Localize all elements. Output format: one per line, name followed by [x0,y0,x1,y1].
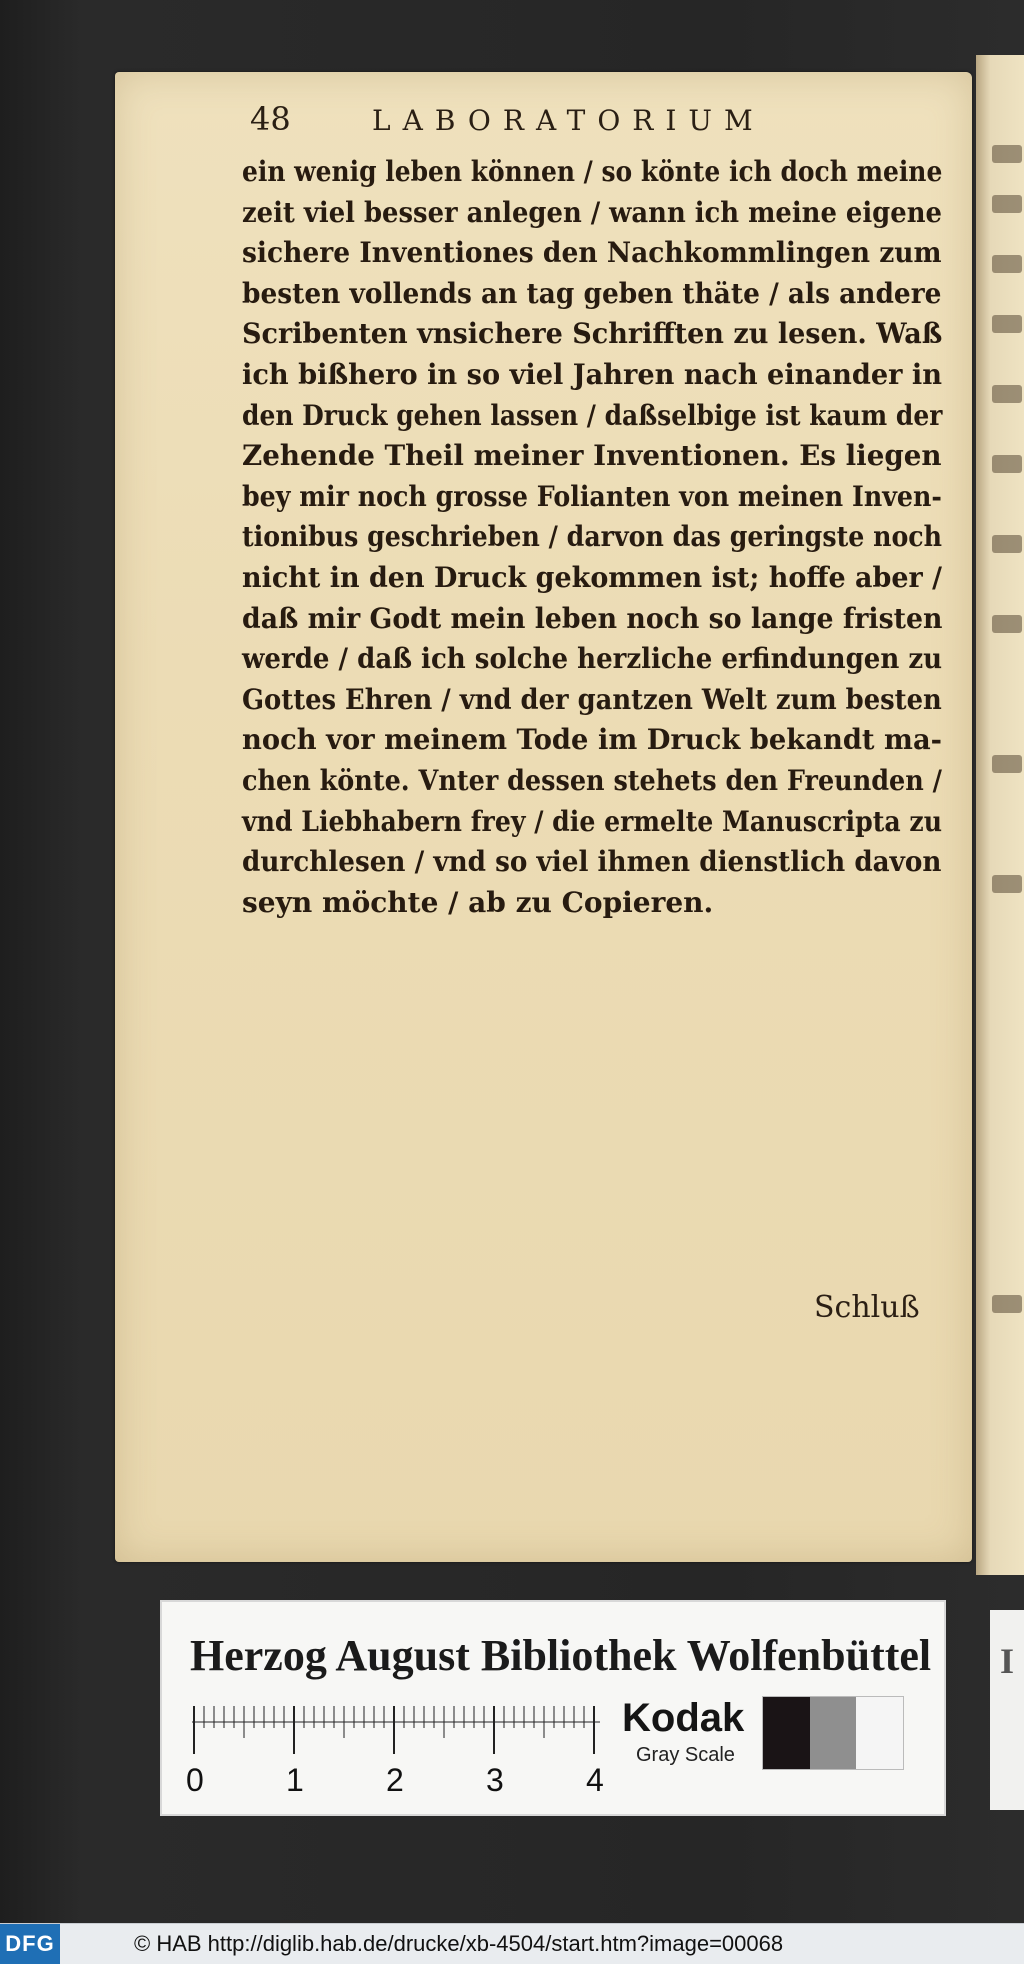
ruler-labels [186,1762,636,1802]
text-line: den Druck gehen lassen / daßselbige ist kaum der [242,398,943,432]
running-title: LABORATORIUM [372,104,765,137]
text-line: Zehende Theil meiner Inventionen. Es liegen [242,439,942,473]
dfg-logo: DFG [0,1924,60,1964]
adjacent-text-fragment [992,1295,1022,1313]
gray-patch [810,1697,857,1769]
text-line: noch vor meinem Tode im Druck bekandt ma- [242,723,943,757]
text-line: Scribenten vnsichere Schrifften zu lesen. Waß [242,317,943,351]
catchword: Schluß [814,1290,920,1325]
text-line: Gottes Ehren / vnd der gantzen Welt zum besten [242,682,942,716]
text-line: werde / daß ich solche herzliche erfindungen zu [242,642,943,676]
reference-card-fragment [990,1610,1024,1810]
text-line: ein wenig leben können / so könte ich doch meine [242,155,943,188]
card-fragment-text: I [1000,1641,1015,1681]
ruler-label: 3 [486,1762,504,1798]
brand-logo: Kodak [622,1696,745,1740]
adjacent-text-fragment [992,755,1022,773]
adjacent-text-fragment [992,385,1022,403]
ruler-scale [192,1698,612,1758]
card-title: Herzog August Bibliothek Wolfenbüttel [190,1631,932,1680]
adjacent-text-fragment [992,535,1022,553]
reference-card [160,1600,946,1816]
adjacent-text-fragment [992,455,1022,473]
text-line: zeit viel besser anlegen / wann ich meine eigene [242,195,942,229]
page-number: 48 [250,100,291,138]
text-line: sichere Inventiones den Nachkommlingen zum [242,236,942,270]
footer-bar [0,1923,1024,1964]
adjacent-text-fragment [992,315,1022,333]
gray-scale-patches [762,1696,904,1770]
adjacent-page-edge [976,55,1024,1575]
adjacent-text-fragment [992,615,1022,633]
ruler-label: 4 [586,1762,604,1798]
text-line: bey mir noch grosse Folianten von meinen Inven- [242,479,942,513]
text-line: chen könte. Vnter dessen stehets den Freunden / [242,763,942,797]
text-line: daß mir Godt mein leben noch so lange fristen [242,601,943,635]
ruler-label: 0 [186,1762,204,1798]
gray-patch [856,1697,903,1769]
gray-patch [763,1697,810,1769]
text-line: tionibus geschrieben / darvon das geringste noch [242,520,943,554]
text-line: vnd Liebhabern frey / die ermelte Manuscripta zu [242,804,943,838]
ruler-label: 2 [386,1762,404,1798]
text-line: ich bißhero in so viel Jahren nach einander in [242,357,943,391]
copyright-link[interactable]: © HAB http://diglib.hab.de/drucke/xb-4504/start.htm?image=00068 [134,1931,784,1956]
gray-scale-label: Gray Scale [636,1744,735,1766]
adjacent-text-fragment [992,875,1022,893]
adjacent-text-fragment [992,145,1022,163]
text-line: nicht in den Druck gekommen ist; hoffe aber / [242,560,942,594]
text-line: seyn möchte / ab zu Copieren. [242,885,714,919]
adjacent-text-fragment [992,255,1022,273]
page-header [250,100,850,144]
text-line: besten vollends an tag geben thäte / als andere [242,276,942,310]
ruler-label: 1 [286,1762,304,1798]
adjacent-text-fragment [992,195,1022,213]
page-body-text [242,152,942,923]
text-line: durchlesen / vnd so viel ihmen dienstlich davon [242,845,942,879]
